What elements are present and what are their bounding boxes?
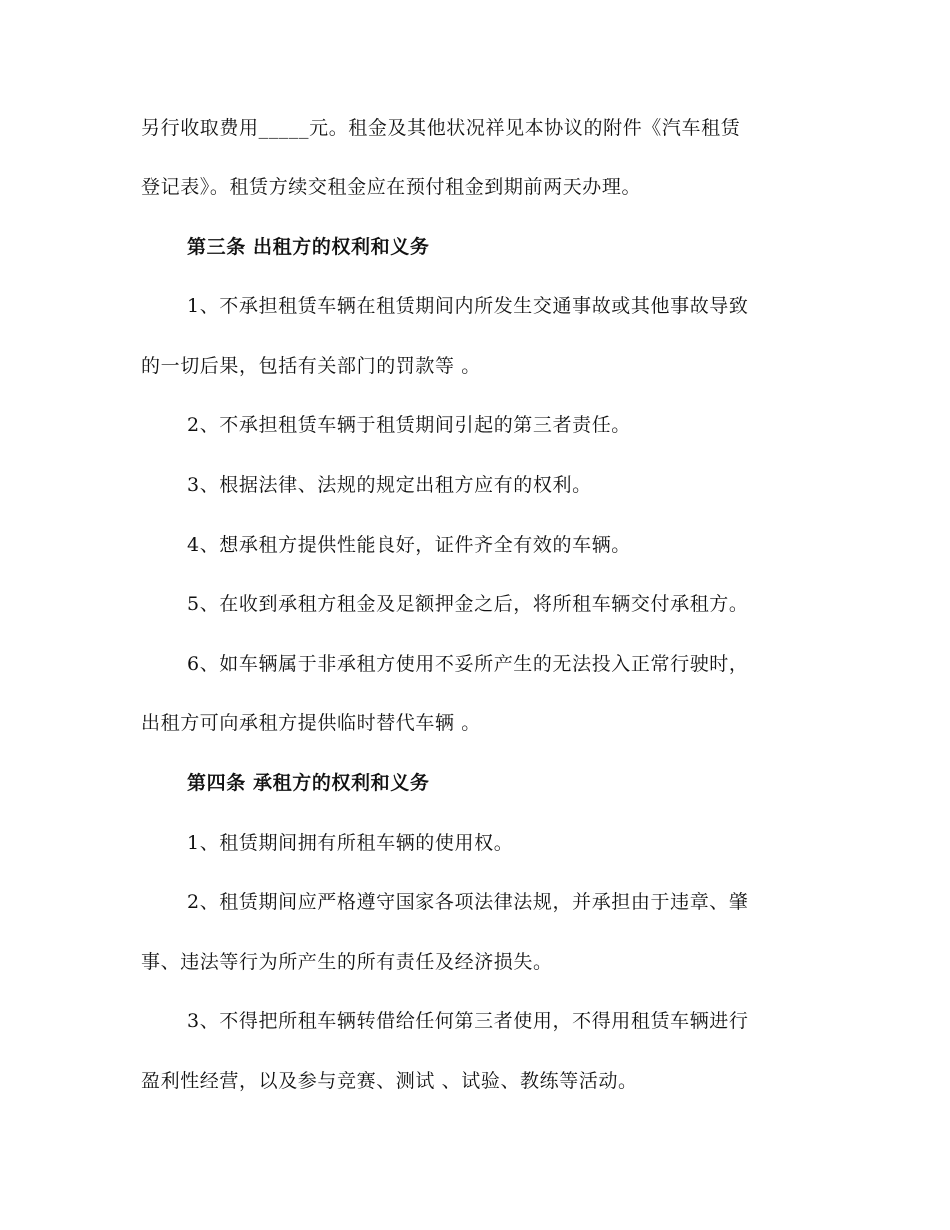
list-item: 3、不得把所租车辆转借给任何第三者使用，不得用租赁车辆进行 [187, 1010, 749, 1032]
list-item: 6、如车辆属于非承租方使用不妥所产生的无法投入正常行驶时， [187, 653, 749, 675]
list-item: 1、租赁期间拥有所租车辆的使用权。 [187, 832, 514, 854]
list-item: 5、在收到承租方租金及足额押金之后，将所租车辆交付承租方。 [187, 593, 749, 615]
list-item: 2、租赁期间应严格遵守国家各项法律法规，并承担由于违章、肇 [187, 891, 749, 913]
paragraph-line: 出租方可向承租方提供临时替代车辆 。 [141, 712, 481, 734]
list-item: 4、想承租方提供性能良好，证件齐全有效的车辆。 [187, 534, 631, 556]
paragraph-line: 的一切后果，包括有关部门的罚款等 。 [141, 355, 481, 377]
paragraph-line: 另行收取费用_____元。租金及其他状况祥见本协议的附件《汽车租赁 [141, 117, 741, 139]
paragraph-line: 盈利性经营，以及参与竞赛、测试 、试验、教练等活动。 [141, 1070, 638, 1092]
section-heading-article-4: 第四条 承租方的权利和义务 [187, 772, 430, 794]
paragraph-line: 事、违法等行为所产生的所有责任及经济损失。 [141, 951, 553, 973]
list-item: 1、不承担租赁车辆在租赁期间内所发生交通事故或其他事故导致 [187, 295, 749, 317]
paragraph-line: 登记表》。租赁方续交租金应在预付租金到期前两天办理。 [141, 176, 642, 198]
list-item: 3、根据法律、法规的规定出租方应有的权利。 [187, 474, 592, 496]
section-heading-article-3: 第三条 出租方的权利和义务 [187, 236, 430, 258]
list-item: 2、不承担租赁车辆于租赁期间引起的第三者责任。 [187, 414, 631, 436]
